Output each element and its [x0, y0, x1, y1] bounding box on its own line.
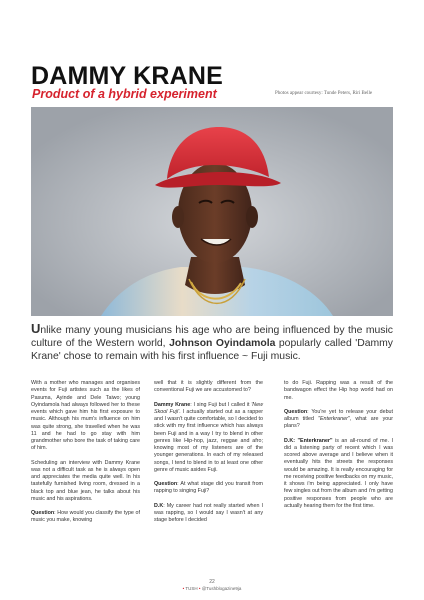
article-intro	[31, 322, 393, 363]
article-subtitle: Product of a hybrid experiment	[32, 87, 217, 101]
bullet-icon: •	[182, 586, 185, 591]
question-label: Question	[284, 408, 308, 415]
column-1	[31, 380, 140, 532]
question-paragraph	[154, 481, 263, 496]
column-3	[284, 380, 393, 517]
column-2	[154, 380, 263, 531]
question-text: : How would you classify the type of music you make, knowing	[31, 510, 140, 524]
paragraph: to do Fuji. Rapping was a result of the bandwagon effect the Hip hop world had on me.	[284, 380, 393, 401]
speaker-label: Dammy Krane	[154, 401, 191, 408]
speaker-label: D.K	[154, 502, 164, 509]
answer-paragraph	[154, 503, 263, 525]
answer-text: : My career had not really started when I was rapping, so I would say I wasn't at any stage before I decided	[154, 502, 263, 523]
hero-photo	[31, 107, 393, 316]
article-body	[31, 380, 393, 575]
question-text: , what are your plans?	[284, 416, 393, 430]
footer-handle: @Tushblogazine9ja	[201, 586, 242, 591]
photo-credit: Photos appear courtesy: Tunde Peters, Riri Belle	[275, 91, 373, 96]
intro-text-b: popularly called 'Dammy Krane' chose to remain with his first influence ~ Fuji music.	[31, 338, 394, 362]
question-label: Question	[31, 510, 55, 516]
left-ear	[172, 206, 184, 228]
article-title: DAMMY KRANE	[31, 62, 224, 90]
question-italic: "Enterkraner"	[318, 416, 350, 422]
paragraph: With a mother who manages and organises events for Fuji artistes such as the likes of Pasuma, Ayinde and Dele Taiwo; young Oyindamola had always followed her to these events which gave him his first exposure to music. Although his mum's influence on him was quite strong, she travelled when he was 11 and he had to go stay with him grandmother who bore the task of taking care of him.	[31, 380, 140, 452]
question-text: : At what stage did you transit from rapping to singing Fuji?	[154, 481, 263, 495]
question-label: Question	[154, 481, 178, 487]
intro-name: Johnson Oyindamola	[169, 338, 276, 349]
page-number: 22	[209, 579, 215, 585]
question-text: : You're yet to release your debut album titled	[284, 408, 393, 422]
speaker-label: D.K: "Enterkraner"	[284, 437, 333, 444]
intro-text-a: nlike many young musicians his age who are being influenced by the music culture of the Western world,	[31, 325, 393, 349]
paragraph: Scheduling an interview with Dammy Krane was not a difficult task as he is always open and appreciates the media quite well. In his tastefully furnished living room, dressed in a black top and blue jean, he talks about his music and his aspirations.	[31, 459, 140, 502]
answer-text: : I sing Fuji but I called it	[190, 401, 252, 408]
answer-text: . I actually started out as a rapper and I wasn't quite comfortable, so I decided to stick with my first influence which has always been Fuji and in a way I try to blend in other genres like Hip-hop, jazz, reggae and afro; knowing most of my listeners are of the younger generations. In each of my released songs, I tend to blend in to at least one other genre of music asides Fuji.	[154, 408, 264, 473]
footer-brand: TUSH	[185, 586, 198, 591]
portrait-illustration	[31, 107, 393, 316]
answer-italic: 'New Skool Fuji'	[154, 401, 263, 415]
right-ear	[246, 206, 258, 228]
answer-paragraph	[154, 402, 263, 475]
paragraph: well that it is slightly different from the conventional Fuji we are accustomed to?	[154, 380, 263, 394]
intro-dropcap: U	[31, 321, 41, 336]
question-paragraph	[284, 409, 393, 431]
bullet-icon: •	[198, 586, 201, 591]
footer-line	[0, 587, 424, 592]
question-paragraph	[31, 510, 140, 525]
answer-paragraph	[284, 438, 393, 511]
answer-text: is an all-round of me. I did a listening party of recent which I was scored above average and I believe when it eventually hits the streets the responses would be amazing. It is really encouraging for me receiving positive feedbacks on my music, it shows i'm being appreciated. I only have few singles out from the album and i'm getting positive responses from people who are actually hearing them for the first time.	[284, 437, 393, 509]
